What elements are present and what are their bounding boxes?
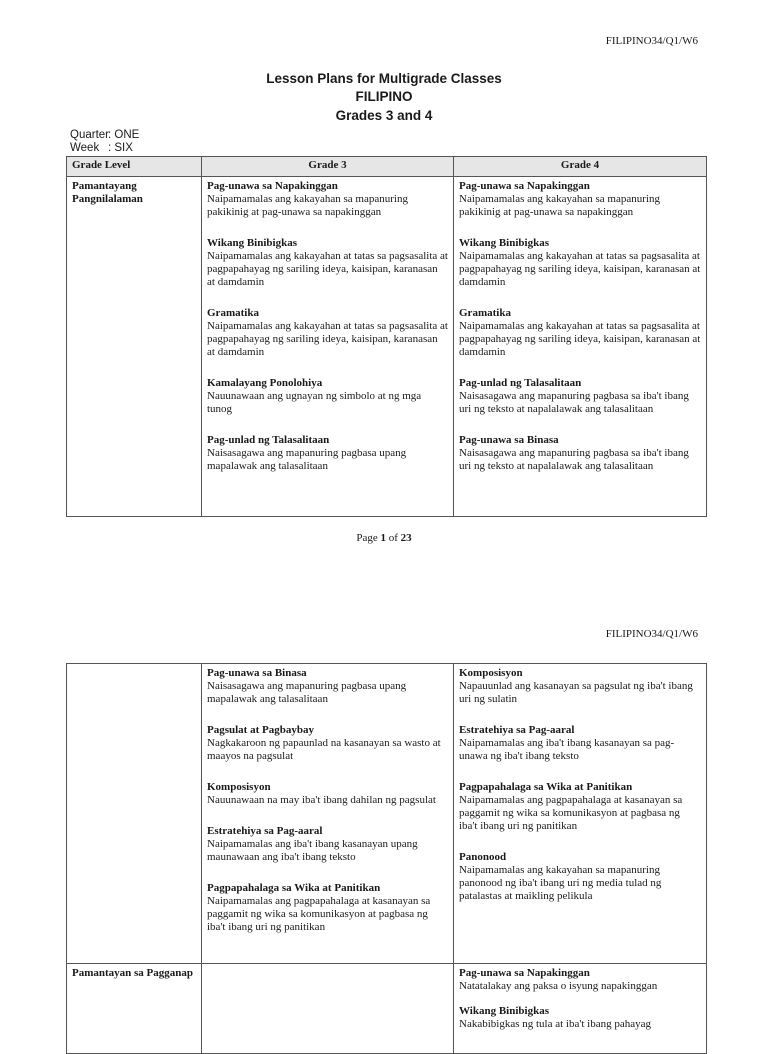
section [459, 1005, 701, 1031]
section-body: Naipamamalas ang pagpapahalaga at kasanayan sa paggamit ng wika sa komunikasyon at pagbasa ng iba't ibang uri ng panitikan [459, 794, 683, 832]
section-heading: Pag-unawa sa Binasa [207, 667, 307, 679]
section-body: Naipamamalas ang kakayahan at tatas sa pagsasalita at pagpapahayag ng sariling ideya, kaisipan, karanasan at damdamin [459, 250, 701, 288]
section [207, 825, 448, 864]
section-heading: Wikang Binibigkas [207, 237, 297, 249]
grade4-cell [454, 964, 707, 1054]
section-heading: Estratehiya sa Pag-aaral [207, 825, 323, 837]
week-value: : SIX [108, 142, 133, 154]
quarter-week-info [70, 129, 139, 155]
lesson-plan-table-page2 [66, 663, 707, 1054]
footer-prefix: Page [356, 532, 381, 544]
section-heading: Wikang Binibigkas [459, 237, 549, 249]
quarter-label: Quarter [70, 129, 109, 141]
section-body: Naipamamalas ang kakayahan at tatas sa pagsasalita at pagpapahayag ng sariling ideya, kaisipan, karanasan at damdamin [207, 320, 448, 358]
section-heading: Wikang Binibigkas [459, 1005, 549, 1017]
section-heading: Komposisyon [459, 667, 523, 679]
section [207, 307, 448, 359]
section [207, 724, 448, 763]
section-heading: Estratehiya sa Pag-aaral [459, 724, 575, 736]
footer-page-total: 23 [400, 532, 412, 544]
row-label: Pamantayan sa Pagganap [67, 964, 202, 1054]
section [459, 237, 701, 289]
section [459, 967, 701, 993]
page-code: FILIPINO34/Q1/W6 [605, 628, 698, 640]
table-header-row [67, 157, 707, 177]
page-footer [0, 532, 768, 544]
section-heading: Kamalayang Ponolohiya [207, 377, 323, 389]
section-heading: Pagsulat at Pagbaybay [207, 724, 314, 736]
page-code: FILIPINO34/Q1/W6 [605, 35, 698, 47]
row-label [67, 664, 202, 964]
table-row [67, 177, 707, 517]
section-heading: Panonood [459, 851, 507, 863]
footer-mid: of [385, 532, 401, 544]
section-body: Nagkakaroon ng papaunlad na kasanayan sa wasto at maayos na pagsulat [207, 737, 441, 762]
section [459, 307, 701, 359]
table-row [67, 964, 707, 1054]
grade3-cell [202, 964, 454, 1054]
section [207, 781, 448, 807]
document-title [0, 70, 768, 125]
footer-page-number: 1 [380, 532, 386, 544]
section-heading: Gramatika [207, 307, 259, 319]
grade4-cell [454, 664, 707, 964]
header-grade-4: Grade 4 [454, 157, 707, 177]
section [459, 724, 701, 763]
section [459, 781, 701, 833]
section-body: Naipamamalas ang iba't ibang kasanayan upang maunawaan ang iba't ibang teksto [207, 838, 418, 863]
section [459, 667, 701, 706]
section-body: Nauunawaan na may iba't ibang dahilan ng pagsulat [207, 794, 436, 806]
section-heading: Pag-unawa sa Napakinggan [459, 967, 590, 979]
section [207, 237, 448, 289]
table-row [67, 664, 707, 964]
section-heading: Gramatika [459, 307, 511, 319]
section-heading: Komposisyon [207, 781, 271, 793]
section [459, 851, 701, 903]
section-body: Naipamamalas ang iba't ibang kasanayan sa pag-unawa ng iba't ibang teksto [459, 737, 675, 762]
title-line-1: Lesson Plans for Multigrade Classes [266, 71, 502, 86]
header-grade-level: Grade Level [67, 157, 202, 177]
section-body: Naisasagawa ang mapanuring pagbasa sa iba't ibang uri ng teksto at napalalawak ang talasalitaan [459, 447, 689, 472]
section-body: Naisasagawa ang mapanuring pagbasa sa iba't ibang uri ng teksto at napalalawak ang talasalitaan [459, 390, 689, 415]
section-body: Naipamamalas ang kakayahan sa mapanuring pakikinig at pag-unawa sa napakinggan [207, 193, 408, 218]
grade3-cell [202, 177, 454, 517]
section [207, 667, 448, 706]
section-body: Natatalakay ang paksa o isyung napakinggan [459, 980, 658, 992]
section-body: Napauunlad ang kasanayan sa pagsulat ng iba't ibang uri ng sulatin [459, 680, 693, 705]
grade3-cell [202, 664, 454, 964]
section-body: Naisasagawa ang mapanuring pagbasa upang mapalawak ang talasalitaan [207, 680, 407, 705]
section-body: Nauunawaan ang ugnayan ng simbolo at ng mga tunog [207, 390, 422, 415]
row-label: Pamantayang Pangnilalaman [67, 177, 202, 517]
section [459, 377, 701, 416]
header-grade-3: Grade 3 [202, 157, 454, 177]
section-body: Naipamamalas ang kakayahan sa mapanuring panonood ng iba't ibang uri ng media tulad ng patalastas at maikling pelikula [459, 864, 662, 902]
section-heading: Pagpapahalaga sa Wika at Panitikan [207, 882, 381, 894]
lesson-plan-table-page1 [66, 156, 707, 517]
grade4-cell [454, 177, 707, 517]
section-heading: Pagpapahalaga sa Wika at Panitikan [459, 781, 633, 793]
section-body: Naipamamalas ang pagpapahalaga at kasanayan sa paggamit ng wika sa komunikasyon at pagbasa ng iba't ibang uri ng panitikan [207, 895, 431, 933]
section [207, 882, 448, 934]
section [459, 434, 701, 473]
section [459, 180, 701, 219]
section-heading: Pag-unawa sa Napakinggan [459, 180, 590, 192]
section [207, 377, 448, 416]
section-heading: Pag-unawa sa Binasa [459, 434, 559, 446]
section-body: Nakabibigkas ng tula at iba't ibang pahayag [459, 1018, 651, 1030]
section [207, 180, 448, 219]
section-heading: Pag-unlad ng Talasalitaan [207, 434, 330, 446]
quarter-value: : ONE [108, 129, 140, 141]
section-body: Naipamamalas ang kakayahan sa mapanuring pakikinig at pag-unawa sa napakinggan [459, 193, 660, 218]
section-body: Naipamamalas ang kakayahan at tatas sa pagsasalita at pagpapahayag ng sariling ideya, kaisipan, karanasan at damdamin [459, 320, 701, 358]
section [207, 434, 448, 473]
section-body: Naisasagawa ang mapanuring pagbasa upang mapalawak ang talasalitaan [207, 447, 407, 472]
section-heading: Pag-unawa sa Napakinggan [207, 180, 338, 192]
section-body: Naipamamalas ang kakayahan at tatas sa pagsasalita at pagpapahayag ng sariling ideya, kaisipan, karanasan at damdamin [207, 250, 448, 288]
section-heading: Pag-unlad ng Talasalitaan [459, 377, 582, 389]
week-label: Week [70, 142, 100, 154]
title-line-2: FILIPINO [355, 89, 413, 104]
title-line-3: Grades 3 and 4 [335, 108, 433, 123]
page-gap [0, 560, 768, 620]
